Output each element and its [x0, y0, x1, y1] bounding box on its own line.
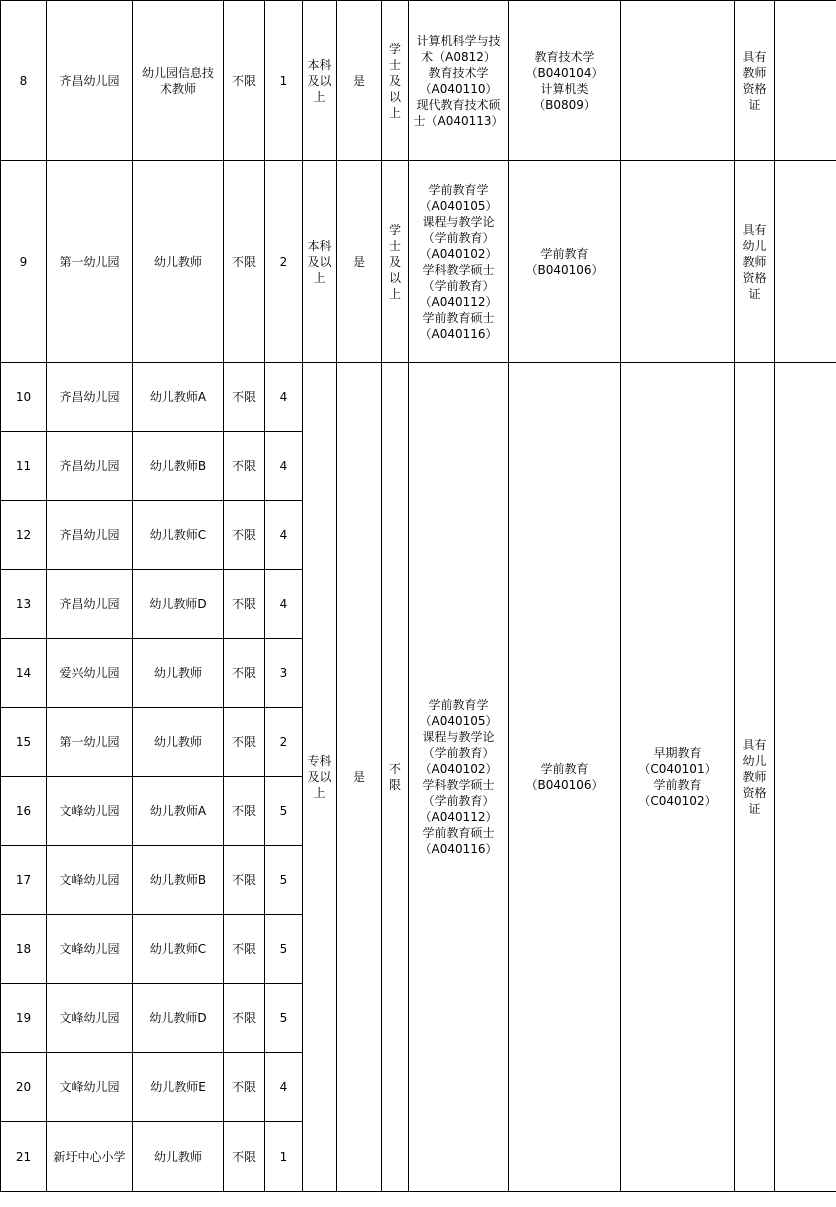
position-name: 幼儿教师B	[133, 432, 224, 501]
flag-cell: 是	[337, 363, 382, 1192]
other-requirements: 具有 教师 资格 证	[735, 1, 775, 161]
note-cell	[775, 363, 836, 1192]
limit-cell: 不限	[224, 639, 265, 708]
note-cell	[775, 161, 836, 363]
position-name: 幼儿教师D	[133, 570, 224, 639]
position-name: 幼儿教师E	[133, 1053, 224, 1122]
position-name: 幼儿教师	[133, 708, 224, 777]
table-row	[1, 363, 836, 432]
position-name: 幼儿教师C	[133, 915, 224, 984]
row-number: 13	[1, 570, 47, 639]
table-row	[1, 161, 836, 363]
degree-requirement: 学 士 及 以 上	[382, 161, 409, 363]
hire-count: 2	[265, 708, 303, 777]
limit-cell: 不限	[224, 1053, 265, 1122]
hire-count: 5	[265, 915, 303, 984]
hire-count: 4	[265, 432, 303, 501]
row-number: 18	[1, 915, 47, 984]
employer-unit: 文峰幼儿园	[47, 777, 133, 846]
hire-count: 4	[265, 570, 303, 639]
limit-cell: 不限	[224, 708, 265, 777]
education-level: 本科 及以 上	[303, 1, 337, 161]
note-cell	[775, 1, 836, 161]
row-number: 19	[1, 984, 47, 1053]
education-level: 本科 及以 上	[303, 161, 337, 363]
graduate-majors: 学前教育学 （A040105） 课程与教学论 （学前教育） （A040102） 学科教学硕士 （学前教育） （A040112） 学前教育硕士 （A040116）	[409, 161, 509, 363]
position-name: 幼儿教师D	[133, 984, 224, 1053]
limit-cell: 不限	[224, 432, 265, 501]
undergraduate-majors: 学前教育 （B040106）	[509, 161, 621, 363]
degree-requirement: 学 士 及 以 上	[382, 1, 409, 161]
employer-unit: 文峰幼儿园	[47, 915, 133, 984]
flag-cell: 是	[337, 161, 382, 363]
employer-unit: 齐昌幼儿园	[47, 570, 133, 639]
position-name: 幼儿园信息技 术教师	[133, 1, 224, 161]
limit-cell: 不限	[224, 363, 265, 432]
flag-cell: 是	[337, 1, 382, 161]
hire-count: 5	[265, 984, 303, 1053]
undergraduate-majors: 学前教育 （B040106）	[509, 363, 621, 1192]
employer-unit: 文峰幼儿园	[47, 846, 133, 915]
row-number: 21	[1, 1122, 47, 1192]
limit-cell: 不限	[224, 161, 265, 363]
employer-unit: 齐昌幼儿园	[47, 363, 133, 432]
row-number: 20	[1, 1053, 47, 1122]
undergraduate-majors: 教育技术学 （B040104） 计算机类 （B0809）	[509, 1, 621, 161]
degree-requirement: 不 限	[382, 363, 409, 1192]
position-name: 幼儿教师	[133, 161, 224, 363]
employer-unit: 爱兴幼儿园	[47, 639, 133, 708]
limit-cell: 不限	[224, 1122, 265, 1192]
other-requirements: 具有 幼儿 教师 资格 证	[735, 363, 775, 1192]
limit-cell: 不限	[224, 915, 265, 984]
employer-unit: 新圩中心小学	[47, 1122, 133, 1192]
graduate-majors: 计算机科学与技 术（A0812） 教育技术学 （A040110） 现代教育技术硕 士（A040113）	[409, 1, 509, 161]
hire-count: 4	[265, 501, 303, 570]
hire-count: 5	[265, 777, 303, 846]
college-majors: 早期教育 （C040101） 学前教育 （C040102）	[621, 363, 735, 1192]
college-majors	[621, 161, 735, 363]
position-name: 幼儿教师	[133, 1122, 224, 1192]
position-name: 幼儿教师C	[133, 501, 224, 570]
employer-unit: 第一幼儿园	[47, 161, 133, 363]
employer-unit: 第一幼儿园	[47, 708, 133, 777]
hire-count: 3	[265, 639, 303, 708]
limit-cell: 不限	[224, 846, 265, 915]
graduate-majors: 学前教育学 （A040105） 课程与教学论 （学前教育） （A040102） 学科教学硕士 （学前教育） （A040112） 学前教育硕士 （A040116）	[409, 363, 509, 1192]
education-level: 专科 及以 上	[303, 363, 337, 1192]
limit-cell: 不限	[224, 984, 265, 1053]
row-number: 14	[1, 639, 47, 708]
limit-cell: 不限	[224, 570, 265, 639]
position-name: 幼儿教师	[133, 639, 224, 708]
row-number: 8	[1, 1, 47, 161]
limit-cell: 不限	[224, 501, 265, 570]
position-name: 幼儿教师A	[133, 363, 224, 432]
employer-unit: 文峰幼儿园	[47, 1053, 133, 1122]
hire-count: 2	[265, 161, 303, 363]
hire-count: 1	[265, 1122, 303, 1192]
hire-count: 5	[265, 846, 303, 915]
row-number: 12	[1, 501, 47, 570]
row-number: 10	[1, 363, 47, 432]
row-number: 16	[1, 777, 47, 846]
row-number: 11	[1, 432, 47, 501]
employer-unit: 齐昌幼儿园	[47, 1, 133, 161]
hire-count: 4	[265, 363, 303, 432]
college-majors	[621, 1, 735, 161]
hire-count: 4	[265, 1053, 303, 1122]
table-row	[1, 1, 836, 161]
position-name: 幼儿教师B	[133, 846, 224, 915]
hire-count: 1	[265, 1, 303, 161]
employer-unit: 齐昌幼儿园	[47, 432, 133, 501]
row-number: 17	[1, 846, 47, 915]
limit-cell: 不限	[224, 1, 265, 161]
limit-cell: 不限	[224, 777, 265, 846]
position-name: 幼儿教师A	[133, 777, 224, 846]
other-requirements: 具有 幼儿 教师 资格 证	[735, 161, 775, 363]
employer-unit: 文峰幼儿园	[47, 984, 133, 1053]
employer-unit: 齐昌幼儿园	[47, 501, 133, 570]
row-number: 9	[1, 161, 47, 363]
row-number: 15	[1, 708, 47, 777]
